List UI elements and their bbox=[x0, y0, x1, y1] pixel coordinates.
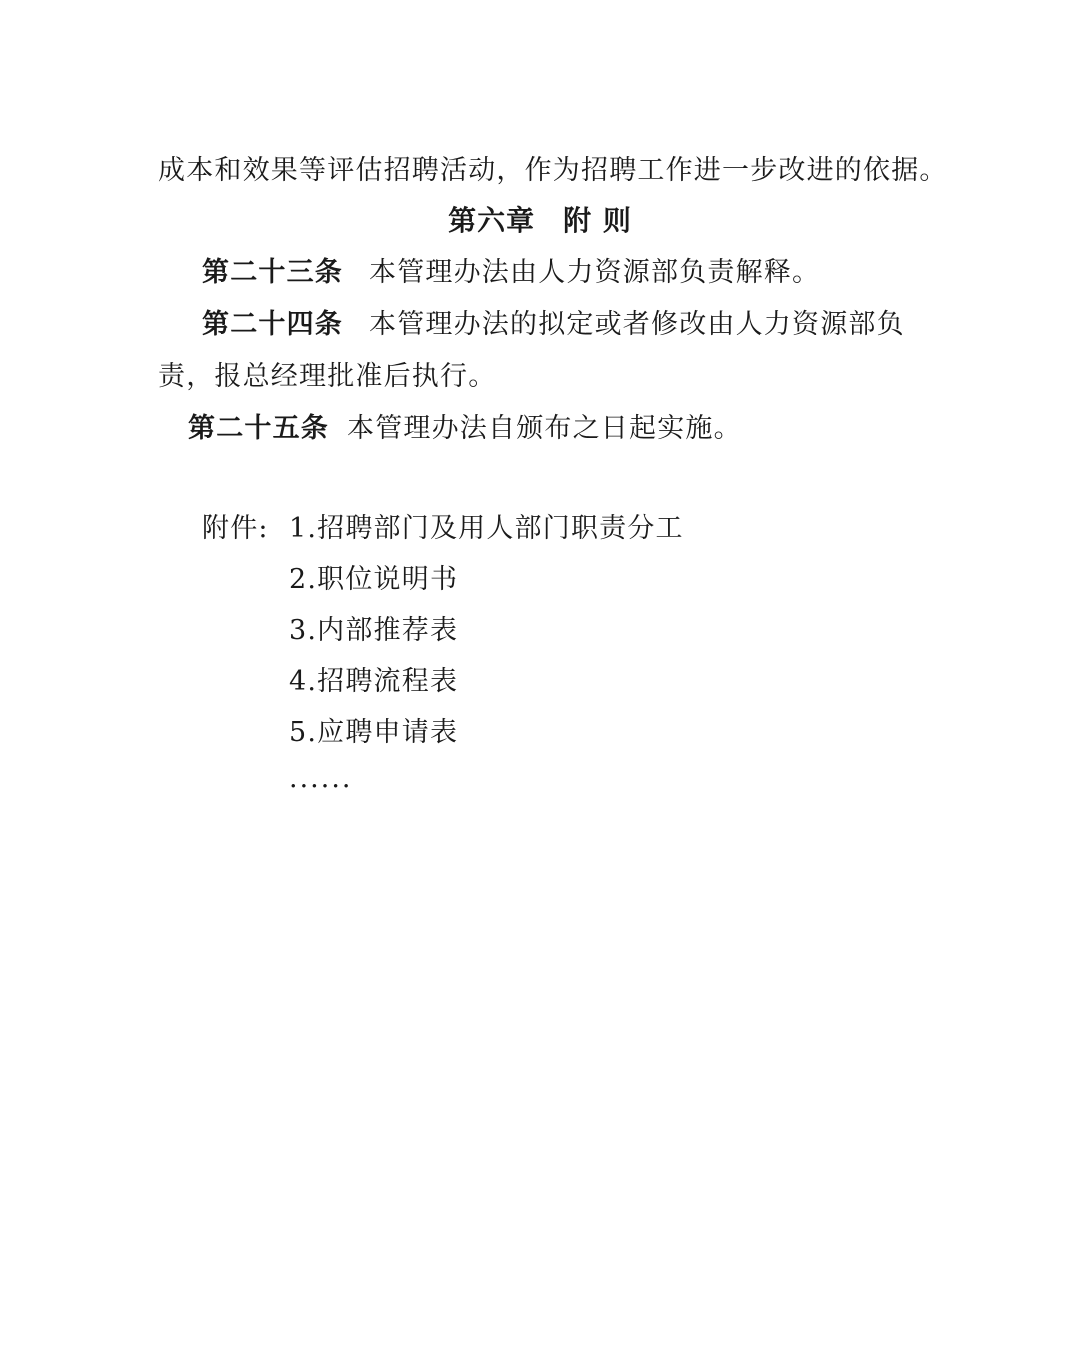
chapter-heading bbox=[0, 204, 1080, 238]
article-24 bbox=[202, 308, 905, 342]
attachment-item: 3.内部推荐表 bbox=[289, 615, 459, 646]
attachment-item: 5.应聘申请表 bbox=[289, 717, 459, 748]
article-24-continuation: 责，报总经理批准后执行。 bbox=[158, 361, 497, 392]
article-25 bbox=[188, 412, 742, 446]
attachments-label: 附件: bbox=[202, 513, 269, 544]
attachments-ellipsis: ······ bbox=[289, 771, 353, 802]
article-text: 本管理办法自颁布之日起实施。 bbox=[347, 413, 742, 444]
article-text: 本管理办法由人力资源部负责解释。 bbox=[369, 257, 821, 288]
article-label: 第二十四条 bbox=[202, 309, 343, 340]
article-23 bbox=[202, 256, 820, 290]
attachment-item: 4.招聘流程表 bbox=[289, 666, 459, 697]
attachment-item: 2.职位说明书 bbox=[289, 564, 459, 595]
article-label: 第二十五条 bbox=[188, 413, 329, 444]
chapter-number: 第六章 bbox=[448, 204, 536, 237]
attachment-item: 1.招聘部门及用人部门职责分工 bbox=[289, 513, 684, 544]
chapter-title: 附 则 bbox=[563, 204, 632, 237]
article-label: 第二十三条 bbox=[202, 257, 343, 288]
continuation-paragraph: 成本和效果等评估招聘活动，作为招聘工作进一步改进的依据。 bbox=[158, 155, 948, 186]
article-text: 本管理办法的拟定或者修改由人力资源部负 bbox=[369, 309, 905, 340]
